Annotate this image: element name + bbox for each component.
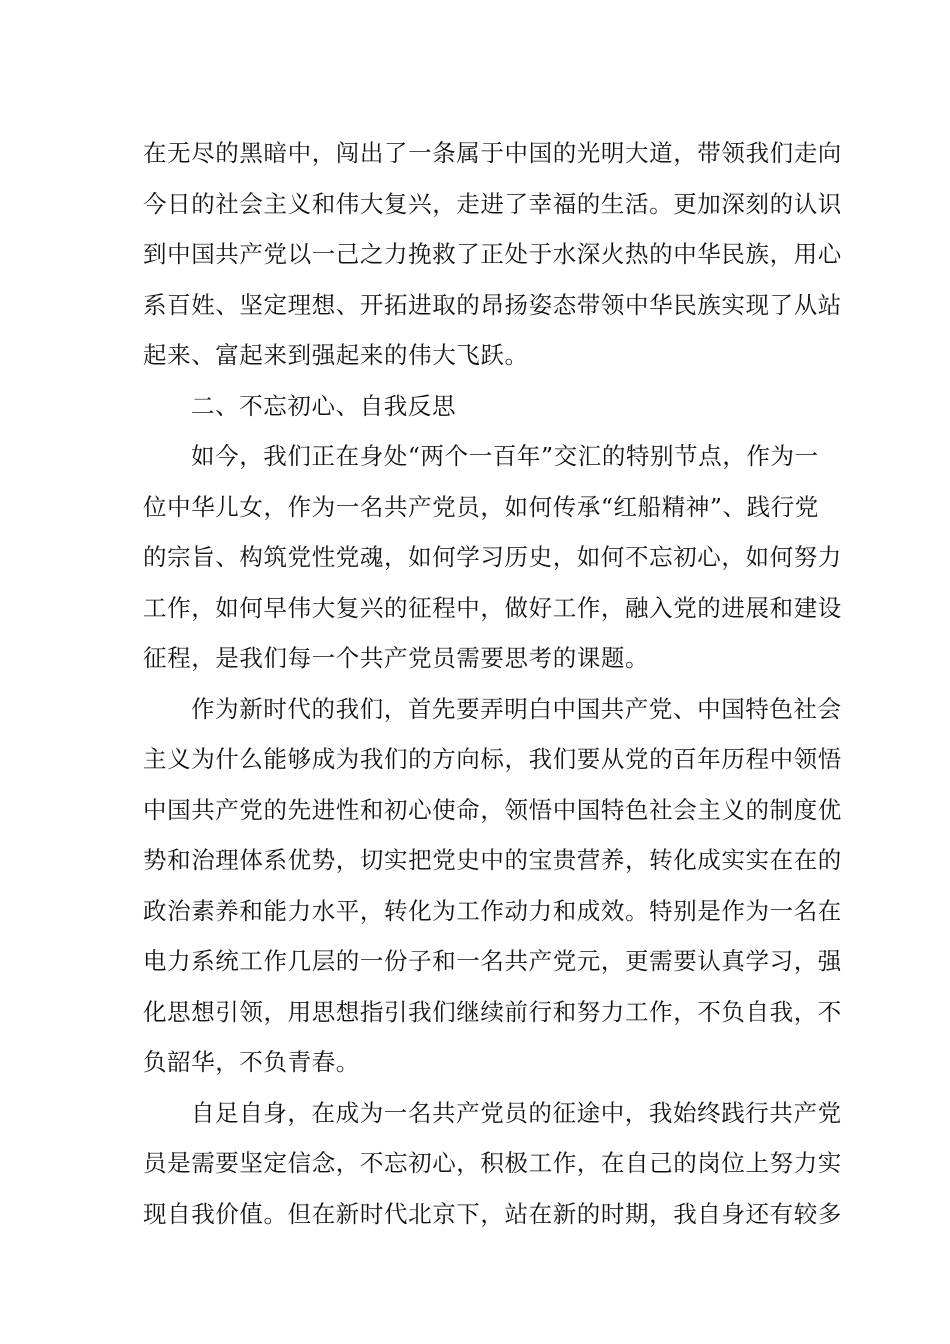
text-line: 征程，是我们每一个共产党员需要思考的课题。 xyxy=(143,644,650,672)
text-line: 中国共产党的先进性和初心使命，领悟中国特色社会主义的制度优 xyxy=(143,795,842,824)
text-line: 化思想引领，用思想指引我们继续前行和努力工作，不负自我，不 xyxy=(143,997,842,1026)
text-line: 起来、富起来到强起来的伟大飞跃。 xyxy=(143,341,529,369)
text-line: 电力系统工作几层的一份子和一名共产党元，更需要认真学习，强 xyxy=(143,947,842,975)
text-line: 今日的社会主义和伟大复兴，走进了幸福的生活。更加深刻的认识 xyxy=(143,189,842,218)
text-line: 工作，如何早伟大复兴的征程中，做好工作，融入党的进展和建设 xyxy=(143,593,842,622)
text-line: 到中国共产党以一己之力挽救了正处于水深火热的中华民族，用心 xyxy=(143,240,842,268)
text-line: 如今，我们正在身处“两个一百年”交汇的特别节点，作为一 xyxy=(191,442,819,470)
text-line: 系百姓、坚定理想、开拓进取的昂扬姿态带领中华民族实现了从站 xyxy=(143,290,842,319)
text-line: 员是需要坚定信念，不忘初心，积极工作，在自己的岗位上努力实 xyxy=(143,1149,842,1177)
text-line: 在无尽的黑暗中，闯出了一条属于中国的光明大道，带领我们走向 xyxy=(143,139,842,167)
text-line: 势和治理体系优势，切实把党史中的宝贵营养，转化成实实在在的 xyxy=(143,846,842,874)
text-line: 现自我价值。但在新时代北京下，站在新的时期，我自身还有较多 xyxy=(143,1199,842,1228)
text-line: 二、不忘初心、自我反思 xyxy=(191,391,457,420)
document-body xyxy=(143,128,842,1239)
text-line: 作为新时代的我们，首先要弄明白中国共产党、中国特色社会 xyxy=(191,694,842,723)
text-line: 主义为什么能够成为我们的方向标，我们要从党的百年历程中领悟 xyxy=(143,745,842,773)
text-line: 自足自身，在成为一名共产党员的征途中，我始终践行共产党 xyxy=(191,1098,842,1127)
text-line: 负韶华，不负青春。 xyxy=(143,1048,360,1076)
text-line: 政治素养和能力水平，转化为工作动力和成效。特别是作为一名在 xyxy=(143,896,842,925)
text-line: 位中华儿女，作为一名共产党员，如何传承“红船精神”、践行党 xyxy=(143,492,819,521)
text-line: 的宗旨、构筑党性党魂，如何学习历史，如何不忘初心，如何努力 xyxy=(143,543,842,571)
